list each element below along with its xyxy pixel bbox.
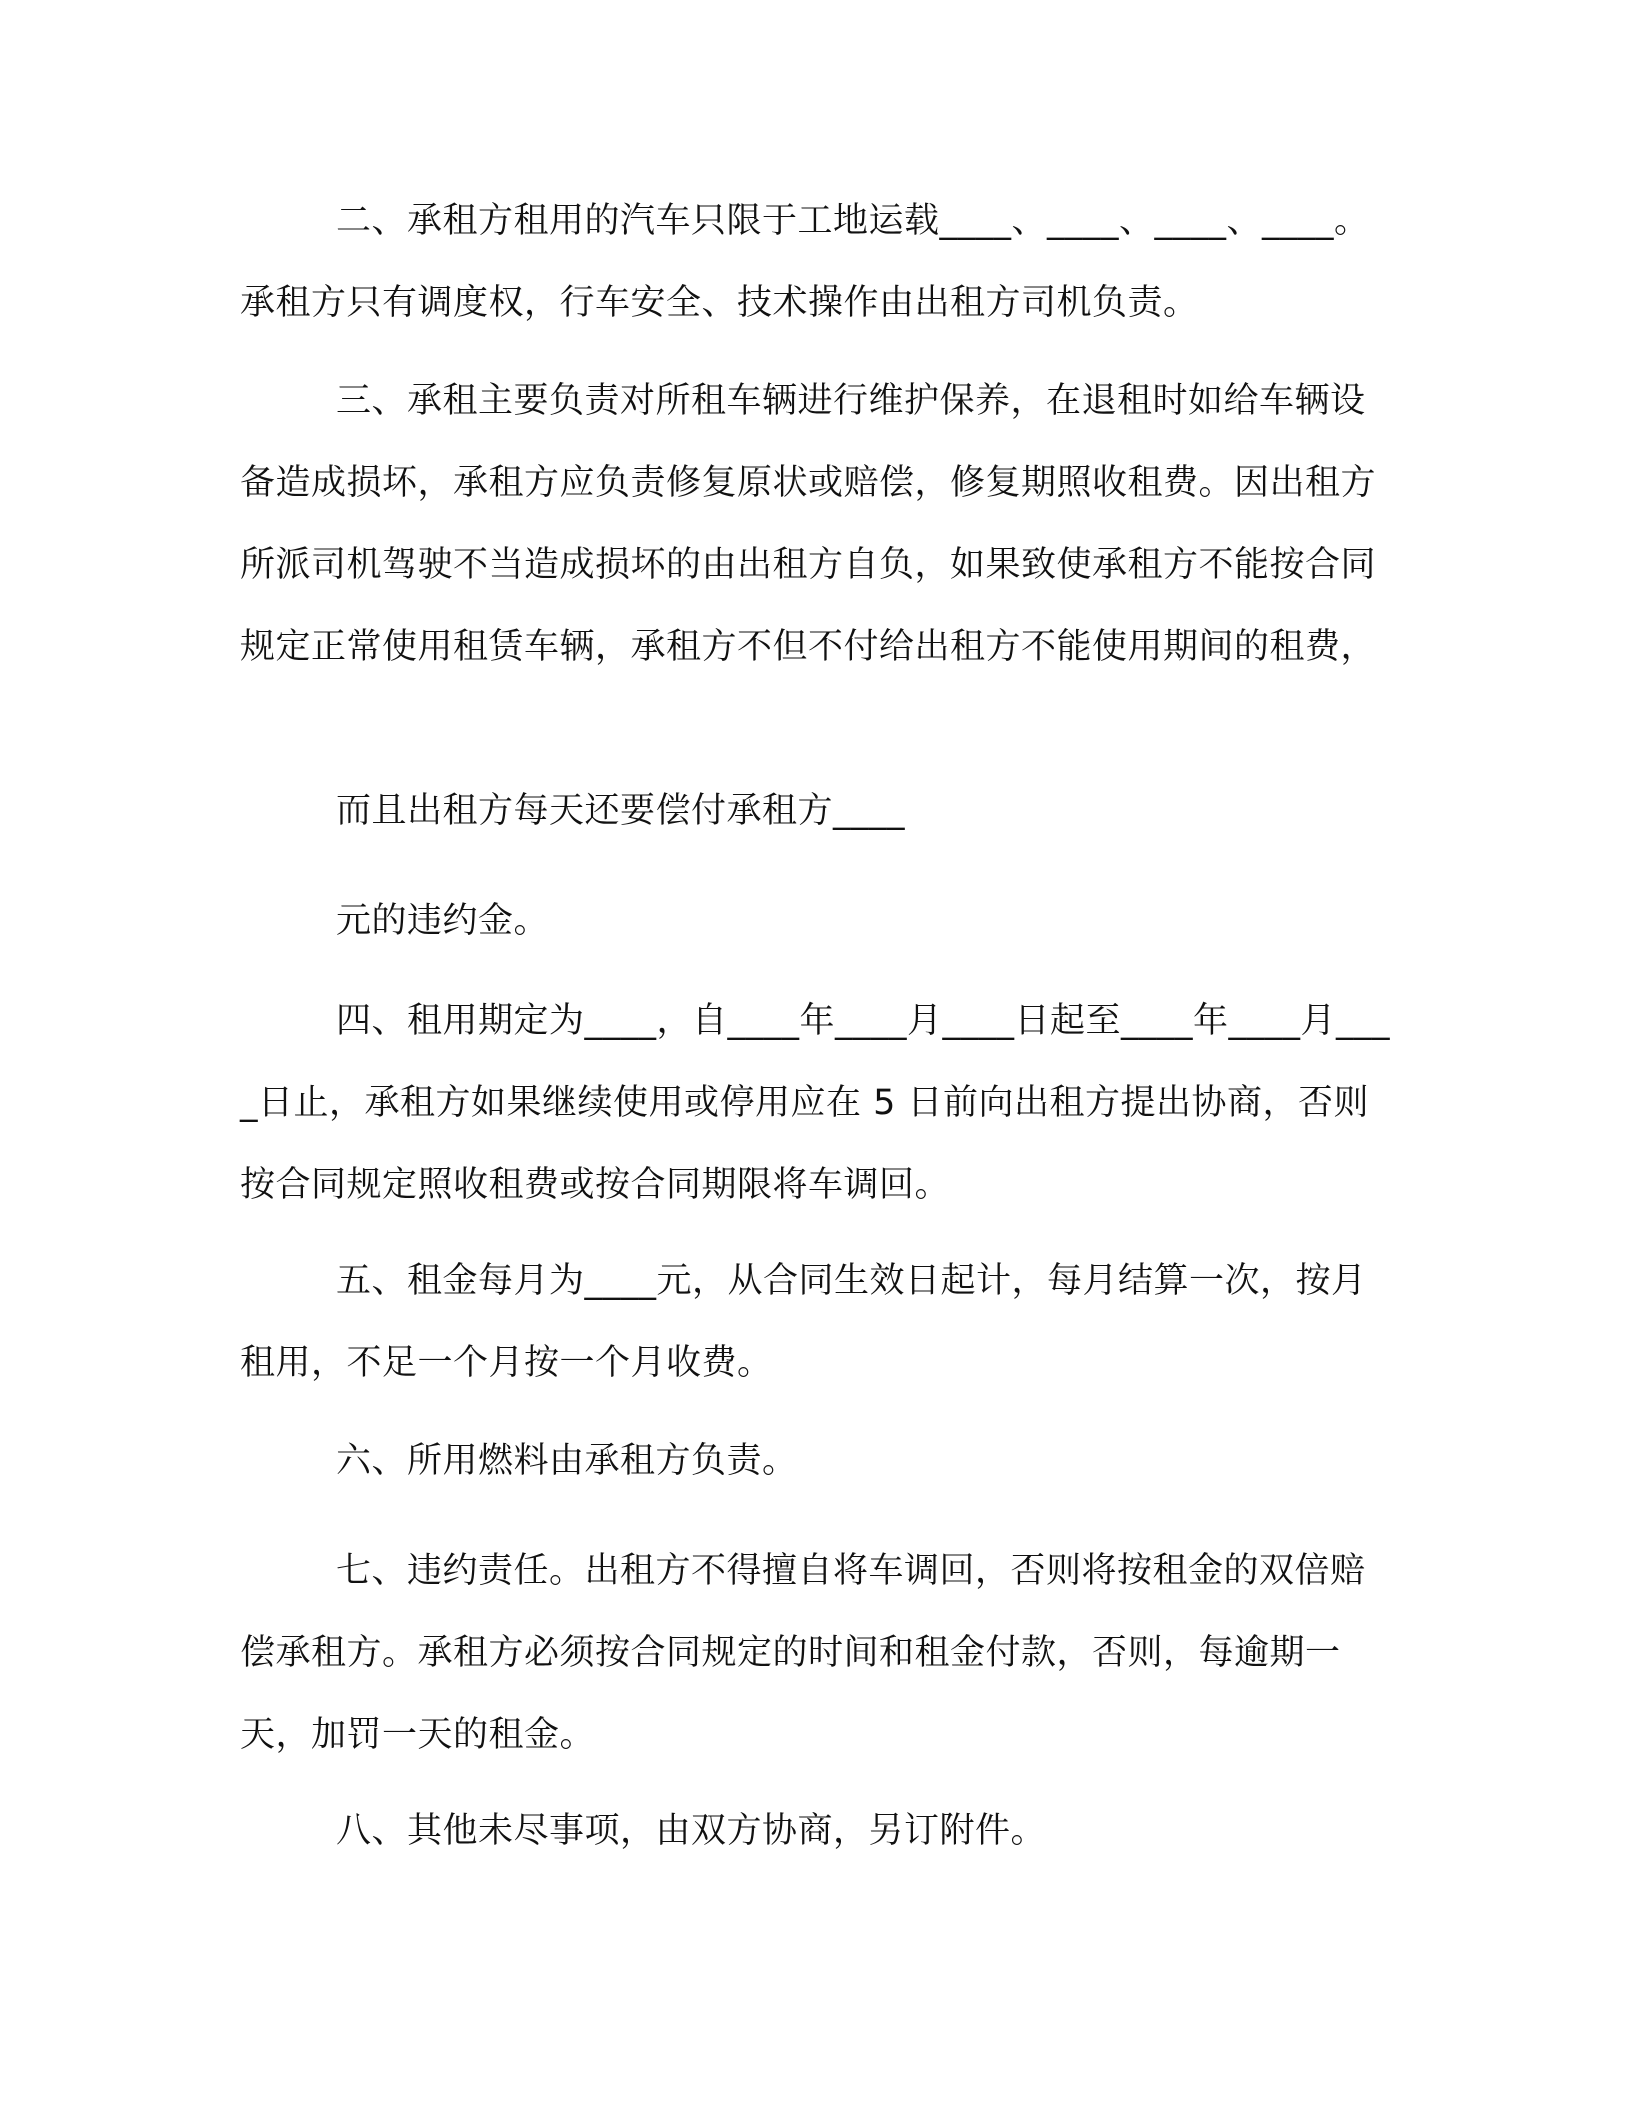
clause-4: 四、租用期定为____，自____年____月____日起至____年____月____日止，承租方如果继续使用或停用应在 5 日前向出租方提出协商，否则按合同规定照收租费或按合同期限将车调回。 [240, 1001, 1391, 1205]
clause-8: 八、其他未尽事项，由双方协商，另订附件。 [336, 1811, 1047, 1851]
clause-6: 六、所用燃料由承租方负责。 [336, 1441, 798, 1481]
clause-3-penalty-end: 元的违约金。 [336, 901, 550, 941]
clause-7: 七、违约责任。出租方不得擅自将车调回，否则将按租金的双倍赔偿承租方。承租方必须按合同规定的时间和租金付款，否则，每逾期一天，加罚一天的租金。 [240, 1551, 1366, 1755]
clause-5: 五、租金每月为____元，从合同生效日起计，每月结算一次，按月租用，不足一个月按一个月收费。 [240, 1261, 1367, 1383]
clause-2: 二、承租方租用的汽车只限于工地运载____、____、____、____。承租方只有调度权，行车安全、技术操作由出租方司机负责。 [240, 201, 1370, 323]
clause-3-penalty: 而且出租方每天还要偿付承租方____ [336, 791, 906, 831]
clause-3: 三、承租主要负责对所租车辆进行维护保养，在退租时如给车辆设备造成损坏，承租方应负责修复原状或赔偿，修复期照收租费。因出租方所派司机驾驶不当造成损坏的由出租方自负，如果致使承租方不能按合同规定正常使用租赁车辆，承租方不但不付给出租方不能使用期间的租费， [240, 381, 1377, 667]
